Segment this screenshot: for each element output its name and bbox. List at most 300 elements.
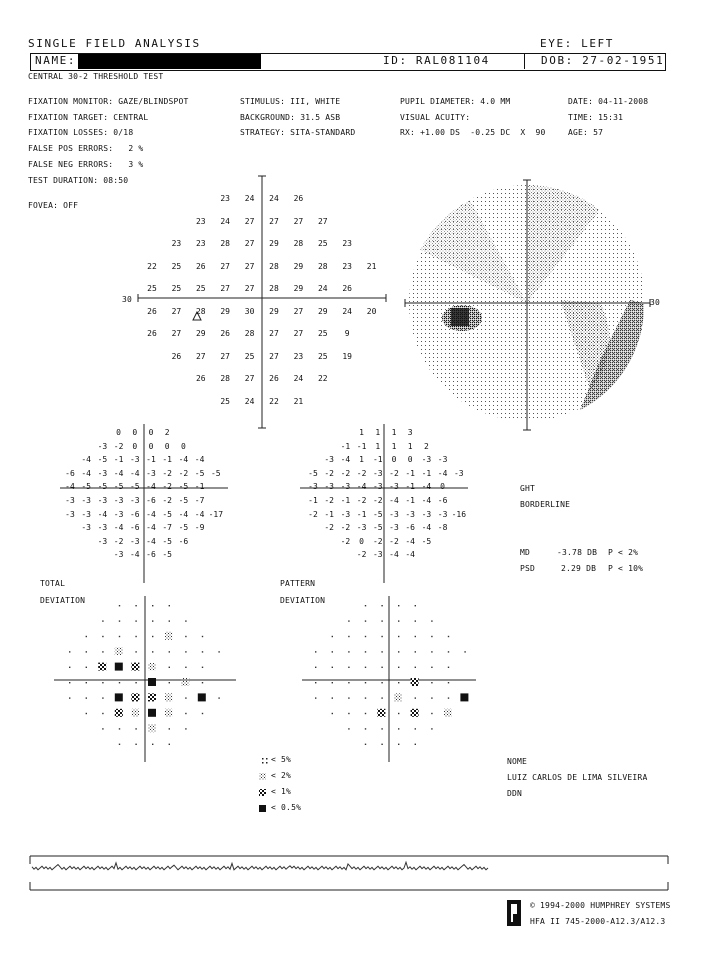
grid-value: 0 — [132, 428, 138, 437]
normal-point — [348, 651, 349, 652]
normal-point — [398, 667, 399, 668]
grid-value: -2 — [162, 496, 172, 505]
grid-value: -6 — [129, 523, 140, 533]
grid-value: 26 — [269, 374, 279, 383]
grid-value: -2 — [340, 523, 351, 533]
p2-symbol — [148, 724, 156, 732]
legend-1pct: < 1% — [271, 787, 292, 796]
grid-value: -1 — [356, 509, 367, 519]
normal-point — [332, 697, 333, 698]
normal-point — [119, 620, 120, 621]
grid-value: 27 — [244, 261, 255, 271]
grid-value: 26 — [220, 329, 230, 338]
normal-point — [348, 620, 349, 621]
grid-value: 0 — [440, 482, 445, 492]
grid-value: -5 — [372, 509, 383, 519]
normal-point — [431, 651, 432, 652]
patient-extra: DDN — [507, 789, 523, 798]
normal-point — [348, 713, 349, 714]
normal-point — [102, 682, 103, 683]
grid-value: -4 — [146, 523, 156, 533]
grid-value: -1 — [162, 455, 172, 465]
normal-point — [102, 620, 103, 621]
eye-label: EYE: LEFT — [540, 37, 615, 50]
normal-point — [415, 667, 416, 668]
grid-value: 24 — [244, 396, 255, 406]
normal-point — [119, 744, 120, 745]
normal-point — [185, 728, 186, 729]
param-rx: RX: +1.00 DS -0.25 DC X 90 — [400, 128, 546, 137]
normal-point — [348, 697, 349, 698]
grid-value: -3 — [340, 482, 351, 492]
grid-value: -7 — [194, 496, 205, 505]
grid-value: -6 — [437, 496, 448, 505]
p05-symbol — [115, 663, 123, 671]
normal-point — [315, 697, 316, 698]
patient-name: LUIZ CARLOS DE LIMA SILVEIRA — [507, 773, 648, 782]
grid-value: 27 — [293, 329, 304, 338]
grid-value: 27 — [269, 216, 279, 226]
normal-point — [365, 667, 366, 668]
md-value: -3.78 DB — [557, 548, 598, 557]
grid-value: 24 — [244, 194, 255, 203]
grid-value: 25 — [147, 284, 157, 293]
p05-symbol — [148, 678, 156, 686]
grid-value: -3 — [437, 455, 448, 465]
normal-point — [348, 682, 349, 683]
grid-value: -3 — [81, 496, 91, 505]
grid-value: 26 — [147, 329, 157, 338]
grid-value: -3 — [421, 509, 432, 519]
ght-value: BORDERLINE — [520, 500, 571, 509]
normal-point — [119, 682, 120, 683]
normal-point — [381, 744, 382, 745]
grid-value: -4 — [146, 509, 156, 519]
grid-value: -3 — [97, 496, 108, 505]
grid-value: 27 — [220, 351, 230, 361]
grid-value: -2 — [113, 536, 124, 546]
grid-value: -2 — [389, 536, 399, 546]
normal-point — [464, 651, 465, 652]
grid-value: 25 — [195, 284, 206, 293]
normal-point — [381, 682, 382, 683]
threshold-axes — [138, 176, 386, 428]
grayscale-axis-label: 30 — [650, 298, 661, 307]
grid-value: -4 — [340, 455, 351, 465]
grid-value: -5 — [97, 482, 108, 492]
normal-point — [381, 636, 382, 637]
grid-value: 2 — [423, 441, 429, 451]
humphrey-logo — [507, 900, 521, 926]
grid-value: 0 — [116, 428, 121, 437]
grid-value: -3 — [324, 455, 334, 465]
grid-value: 28 — [269, 284, 279, 293]
grid-value: -3 — [356, 523, 367, 533]
grid-value: -2 — [113, 441, 124, 451]
normal-point — [315, 667, 316, 668]
grid-value: 30 — [244, 306, 255, 316]
grid-value: 25 — [317, 351, 328, 361]
grid-value: -5 — [421, 536, 432, 546]
grid-value: -5 — [178, 482, 189, 492]
grid-value: -3 — [81, 509, 91, 519]
grid-value: -5 — [194, 468, 205, 478]
normal-point — [415, 636, 416, 637]
grid-value: -3 — [372, 468, 383, 478]
grid-value: 28 — [220, 239, 230, 248]
grid-value: 23 — [171, 239, 182, 248]
psd-label: PSD — [520, 564, 536, 573]
grid-value: 0 — [164, 441, 170, 451]
grid-value: 25 — [220, 396, 230, 406]
normal-point — [348, 728, 349, 729]
normal-point — [381, 651, 382, 652]
normal-point — [152, 620, 153, 621]
legend-symbols — [259, 758, 268, 812]
normal-point — [152, 651, 153, 652]
normal-point — [119, 605, 120, 606]
grid-value: -5 — [81, 482, 91, 492]
grid-value: -2 — [356, 468, 367, 478]
normal-point — [102, 728, 103, 729]
grid-value: 0 — [148, 441, 154, 451]
p05-symbol — [460, 693, 468, 701]
grid-value: -4 — [81, 455, 91, 465]
normal-point — [398, 651, 399, 652]
psd-p-value: P < 10% — [608, 564, 644, 573]
grid-value: -1 — [405, 468, 415, 478]
normal-point — [365, 651, 366, 652]
param-false-neg: FALSE NEG ERRORS: 3 % — [28, 160, 144, 169]
grid-value: -1 — [372, 455, 383, 465]
grid-value: 0 — [148, 428, 154, 437]
grid-value: 26 — [342, 284, 352, 293]
normal-point — [69, 667, 70, 668]
grid-value: -3 — [437, 509, 448, 519]
grid-value: 28 — [244, 329, 255, 338]
grid-value: -3 — [113, 550, 124, 560]
normal-point — [381, 697, 382, 698]
grid-value: -2 — [389, 468, 399, 478]
grid-value: -3 — [113, 509, 124, 519]
grid-value: -9 — [194, 523, 205, 533]
normal-point — [431, 667, 432, 668]
grid-value: 29 — [220, 306, 230, 316]
normal-point — [102, 713, 103, 714]
grid-value: 28 — [220, 374, 230, 383]
grid-value: -5 — [308, 468, 318, 478]
grid-value: -5 — [162, 509, 172, 519]
normal-point — [365, 620, 366, 621]
device-model: HFA II 745-2000-A12.3/A12.3 — [530, 917, 666, 926]
grid-value: -2 — [162, 468, 172, 478]
grid-value: 23 — [195, 216, 206, 226]
normal-point — [135, 620, 136, 621]
p2-symbol — [181, 678, 189, 686]
p1-symbol — [115, 709, 123, 717]
grid-value: 28 — [293, 239, 304, 248]
normal-point — [202, 667, 203, 668]
grid-value: -7 — [162, 523, 172, 533]
grid-value: -3 — [97, 441, 108, 451]
grid-value: -1 — [324, 509, 334, 519]
grid-value: -4 — [129, 550, 140, 560]
normal-point — [202, 636, 203, 637]
p2-symbol — [115, 647, 123, 655]
normal-point — [415, 697, 416, 698]
grid-value: 25 — [171, 284, 182, 293]
grid-value: 29 — [269, 306, 279, 316]
date-of-birth: DOB: 27-02-1951 — [541, 54, 665, 67]
param-date: DATE: 04-11-2008 — [568, 97, 649, 106]
normal-point — [365, 682, 366, 683]
grid-value: 24 — [293, 374, 304, 383]
p1-symbol — [131, 663, 139, 671]
md-label: MD — [520, 548, 531, 557]
p1-symbol — [148, 693, 156, 701]
p1-symbol — [377, 709, 385, 717]
grid-value: 28 — [269, 261, 279, 271]
normal-point — [332, 636, 333, 637]
normal-point — [69, 697, 70, 698]
normal-point — [135, 651, 136, 652]
grid-value: -2 — [340, 468, 351, 478]
grid-value: -3 — [324, 482, 334, 492]
normal-point — [185, 697, 186, 698]
normal-point — [119, 636, 120, 637]
grid-value: 27 — [220, 284, 230, 293]
grid-value: -6 — [405, 523, 415, 533]
normal-point — [415, 728, 416, 729]
total-label: TOTAL — [40, 579, 66, 588]
normal-point — [169, 651, 170, 652]
normal-point — [381, 605, 382, 606]
grid-value: -5 — [372, 523, 383, 533]
normal-point — [448, 651, 449, 652]
grid-value: 0 — [391, 455, 397, 465]
param-stimulus: STIMULUS: III, WHITE — [240, 97, 341, 106]
p2-symbol — [394, 693, 402, 701]
grid-value: -1 — [308, 496, 318, 505]
pattern-probability-axes — [302, 596, 476, 762]
normal-point — [169, 620, 170, 621]
normal-point — [448, 682, 449, 683]
param-fixation-target: FIXATION TARGET: CENTRAL — [28, 113, 149, 122]
grid-value: -3 — [308, 482, 318, 492]
p1-symbol — [411, 678, 419, 686]
legend-5pct: < 5% — [271, 755, 292, 764]
grid-value: 29 — [195, 329, 206, 338]
normal-point — [315, 682, 316, 683]
grid-value: -5 — [162, 536, 172, 546]
grid-value: -3 — [129, 536, 140, 546]
grid-value: 2 — [164, 428, 170, 437]
grid-value: -3 — [389, 523, 399, 533]
normal-point — [102, 697, 103, 698]
patient-id: ID: RAL081104 — [383, 54, 490, 67]
grid-value: -3 — [65, 496, 75, 505]
normal-point — [332, 667, 333, 668]
param-fixation-losses: FIXATION LOSSES: 0/18 — [28, 128, 134, 137]
param-age: AGE: 57 — [568, 128, 604, 137]
normal-point — [448, 667, 449, 668]
grid-value: -2 — [356, 550, 367, 560]
grid-value: 27 — [269, 351, 279, 361]
grid-value: -1 — [194, 482, 205, 492]
grid-value: 9 — [344, 329, 350, 338]
normal-point — [135, 728, 136, 729]
grid-value: -4 — [178, 455, 189, 465]
grid-value: -1 — [421, 468, 432, 478]
param-background: BACKGROUND: 31.5 ASB — [240, 113, 341, 122]
grid-value: 22 — [147, 261, 157, 271]
p2-symbol — [165, 693, 173, 701]
grid-value: -3 — [129, 455, 140, 465]
normal-point — [398, 605, 399, 606]
p2-symbol — [148, 663, 156, 671]
report-title: SINGLE FIELD ANALYSIS — [28, 37, 201, 50]
p05-symbol — [148, 709, 156, 717]
grid-value: -4 — [129, 468, 140, 478]
normal-point — [348, 636, 349, 637]
normal-point — [169, 744, 170, 745]
normal-point — [398, 713, 399, 714]
normal-point — [152, 744, 153, 745]
normal-point — [332, 682, 333, 683]
p1-symbol — [131, 693, 139, 701]
grid-value: -4 — [146, 482, 156, 492]
grid-value: 24 — [269, 194, 279, 203]
grid-value: -4 — [437, 468, 448, 478]
grid-value: 27 — [293, 216, 304, 226]
grid-value: 27 — [220, 261, 230, 271]
grid-value: -3 — [372, 482, 383, 492]
grid-value: -5 — [178, 523, 189, 533]
grid-value: 29 — [293, 261, 304, 271]
normal-point — [381, 667, 382, 668]
grid-value: -1 — [405, 496, 415, 505]
normal-point — [135, 636, 136, 637]
grid-value: -5 — [129, 482, 140, 492]
normal-point — [169, 605, 170, 606]
grid-value: -4 — [405, 536, 415, 546]
grid-value: 20 — [366, 306, 377, 316]
grid-value: -4 — [421, 523, 432, 533]
grid-value: -2 — [372, 496, 383, 505]
normal-point — [365, 713, 366, 714]
grid-value: 26 — [293, 194, 304, 203]
grid-value: 24 — [317, 284, 328, 293]
grid-value: 0 — [407, 455, 413, 465]
normal-point — [448, 636, 449, 637]
grid-value: 21 — [366, 261, 377, 271]
grid-value: -3 — [146, 468, 156, 478]
normal-point — [86, 651, 87, 652]
grid-value: 28 — [195, 306, 206, 316]
grid-value: -4 — [65, 482, 75, 492]
grid-value: -5 — [210, 468, 221, 478]
grid-value: -4 — [113, 523, 124, 533]
normal-point — [415, 744, 416, 745]
normal-point — [86, 636, 87, 637]
grid-value: 26 — [147, 306, 157, 316]
normal-point — [431, 682, 432, 683]
normal-point — [431, 620, 432, 621]
grid-value: -17 — [208, 509, 224, 519]
name-label: NAME: — [35, 54, 77, 67]
grid-value: -2 — [324, 496, 334, 505]
param-test-duration: TEST DURATION: 08:50 — [28, 176, 129, 185]
normal-point — [415, 605, 416, 606]
grid-value: 0 — [132, 441, 138, 451]
grid-value: -3 — [389, 509, 399, 519]
grid-value: -2 — [308, 509, 318, 519]
normal-point — [365, 605, 366, 606]
grid-value: -1 — [113, 455, 124, 465]
normal-point — [202, 682, 203, 683]
normal-point — [69, 651, 70, 652]
grid-value: -1 — [340, 496, 351, 505]
normal-point — [365, 636, 366, 637]
grid-value: -2 — [324, 468, 334, 478]
grid-value: 26 — [195, 261, 206, 271]
grid-value: -5 — [178, 496, 189, 505]
normal-point — [152, 605, 153, 606]
normal-point — [185, 667, 186, 668]
normal-point — [135, 682, 136, 683]
grid-value: 25 — [244, 351, 255, 361]
grid-value: 27 — [171, 306, 182, 316]
grid-value: 23 — [195, 239, 206, 248]
p05-symbol — [115, 693, 123, 701]
threshold-axis-label: 30 — [122, 295, 133, 304]
p05-symbol — [198, 693, 206, 701]
normal-point — [348, 667, 349, 668]
normal-point — [218, 697, 219, 698]
grid-value: -3 — [113, 496, 124, 505]
grid-value: 24 — [342, 306, 352, 316]
grid-value: -3 — [453, 468, 464, 478]
grid-value: 27 — [317, 216, 328, 226]
grid-value: -5 — [113, 482, 124, 492]
grid-value: -4 — [194, 455, 205, 465]
normal-point — [398, 682, 399, 683]
grid-value: -2 — [178, 468, 189, 478]
grid-value: -3 — [421, 455, 432, 465]
patient-name-label: NOME — [507, 757, 528, 766]
grid-value: 1 — [359, 428, 364, 437]
grid-value: -6 — [146, 496, 156, 505]
grid-value: 23 — [220, 194, 230, 203]
grid-value: -3 — [97, 523, 108, 533]
grid-value: 3 — [407, 428, 413, 437]
grid-value: 22 — [317, 374, 328, 383]
legend-05pct: < 0.5% — [271, 803, 302, 812]
grid-value: -5 — [97, 455, 108, 465]
normal-point — [185, 651, 186, 652]
normal-point — [431, 636, 432, 637]
md-p-value: P < 2% — [608, 548, 639, 557]
pattern-label: PATTERN — [280, 579, 316, 588]
grid-value: -2 — [356, 496, 367, 505]
grid-value: 1 — [407, 441, 413, 451]
param-false-pos: FALSE POS ERRORS: 2 % — [28, 144, 144, 153]
grid-value: -3 — [97, 536, 108, 546]
grid-value: 25 — [317, 329, 328, 338]
grid-value: -5 — [162, 550, 172, 560]
grid-value: 22 — [269, 396, 279, 406]
normal-point — [185, 636, 186, 637]
